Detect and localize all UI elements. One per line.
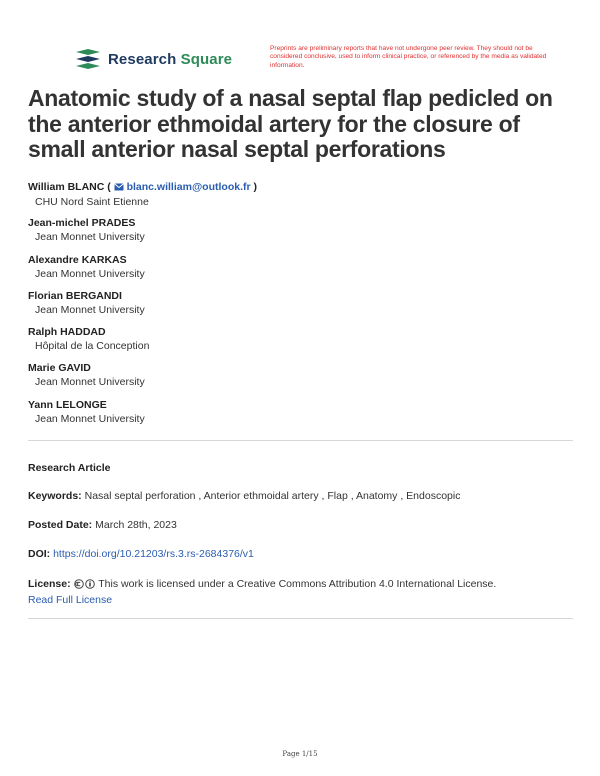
keywords-label: Keywords: <box>28 490 82 502</box>
article-type: Research Article <box>28 462 111 474</box>
author-name: Ralph HADDAD <box>28 326 106 339</box>
author-name: Florian BERGANDI <box>28 289 122 302</box>
author-entry: William BLANC ( blanc.william@outlook.fr ) CHU Nord Saint Etienne <box>28 181 568 217</box>
research-square-logo[interactable] <box>74 48 232 70</box>
author-entry <box>28 362 568 398</box>
author-list <box>28 181 568 435</box>
page-number: Page 1/15 <box>282 750 318 758</box>
posted-date-value: March 28th, 2023 <box>95 519 177 531</box>
logo-word-research: Research <box>108 50 177 68</box>
logo-word-square: Square <box>180 50 233 68</box>
research-square-logo-icon <box>74 48 102 70</box>
doi-label: DOI: <box>28 548 51 560</box>
header <box>74 45 574 72</box>
license-label: License: <box>28 578 71 590</box>
creative-commons-icon <box>74 579 96 593</box>
author-name: William BLANC <box>28 181 105 193</box>
author-affiliation: Hôpital de la Conception <box>35 340 150 353</box>
divider <box>28 440 573 441</box>
author-affiliation: CHU Nord Saint Etienne <box>35 196 149 208</box>
author-name: Jean-michel PRADES <box>28 217 136 230</box>
author-entry <box>28 217 568 253</box>
doi <box>28 547 573 561</box>
author-name: Alexandre KARKAS <box>28 253 127 266</box>
author-affiliation: Jean Monnet University <box>35 267 145 280</box>
preprint-disclaimer: Preprints are preliminary reports that have not undergone peer review. They should not be considered conclusive, used to inform clinical practice, or referenced by the media as validated information. <box>270 45 547 69</box>
author-entry <box>28 254 568 290</box>
keywords-value: Nasal septal perforation , Anterior ethmoidal artery , Flap , Anatomy , Endoscopic <box>84 490 461 502</box>
divider <box>28 618 573 619</box>
posted-date <box>28 518 573 532</box>
paper-title: Anatomic study of a nasal septal flap pedicled on the anterior ethmoidal artery for the closure of small anterior nasal septal perforations <box>28 85 553 162</box>
author-email-link[interactable]: blanc.william@outlook.fr <box>126 181 251 193</box>
author-entry <box>28 290 568 326</box>
author-affiliation: Jean Monnet University <box>35 376 145 389</box>
author-affiliation: Jean Monnet University <box>35 231 145 244</box>
author-entry <box>28 326 568 362</box>
author-affiliation: Jean Monnet University <box>35 412 145 425</box>
posted-date-label: Posted Date: <box>28 519 93 531</box>
author-name: Marie GAVID <box>28 362 91 375</box>
author-entry <box>28 399 568 435</box>
keywords <box>28 489 573 503</box>
author-affiliation: Jean Monnet University <box>35 303 145 316</box>
author-name: Yann LELONGE <box>28 398 107 411</box>
envelope-icon <box>114 182 124 195</box>
doi-link[interactable]: https://doi.org/10.21203/rs.3.rs-2684376/v1 <box>53 548 254 560</box>
read-full-license-link[interactable]: Read Full License <box>28 594 113 606</box>
license <box>28 577 573 607</box>
license-text: This work is licensed under a Creative Commons Attribution 4.0 International License. <box>98 578 497 590</box>
